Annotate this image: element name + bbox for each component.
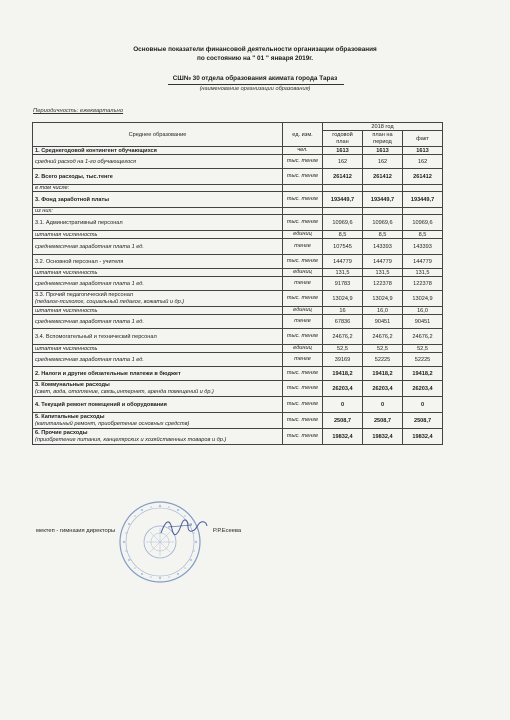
row-label-cell: штатная численность: [33, 345, 283, 353]
row-label-cell: среднемесячная заработная плата 1 ед.: [33, 353, 283, 367]
row-unit: тыс. тенге: [283, 192, 323, 208]
row-value-annual-plan: 162: [323, 155, 363, 169]
table-row: [33, 147, 443, 155]
row-sublabel: (свет, вода, отопление, связь,интернет, аренда помещений и др.): [35, 388, 214, 395]
row-value-annual-plan: [323, 208, 363, 215]
organization-name: СШ№ 30 отдела образования акимата города Тараз: [172, 75, 338, 82]
row-value-period-plan: 10969,6: [363, 215, 403, 231]
row-unit: единиц: [283, 345, 323, 353]
row-unit: единиц: [283, 231, 323, 239]
row-value-fact: 162: [403, 155, 443, 169]
row-value-annual-plan: 2508,7: [323, 413, 363, 429]
row-label-cell: 4. Текущий ремонт помещений и оборудования: [33, 397, 283, 413]
footer-director-title: мектеп - гимназия директоры: [36, 528, 116, 534]
row-value-fact: 131,5: [403, 269, 443, 277]
row-label: 6. Прочие расходы: [35, 429, 88, 436]
row-value-fact: 26203,4: [403, 381, 443, 397]
row-value-period-plan: 19418,2: [363, 367, 403, 381]
row-unit: тыс. тенге: [283, 429, 323, 445]
row-label-cell: 2. Налоги и другие обязательные платежи в бюджет: [33, 367, 283, 381]
periodicity-note: Периодичность: ежеквартально: [33, 108, 124, 114]
row-label-cell: среднемесячная заработная плата 1 ед.: [33, 239, 283, 255]
row-value-annual-plan: 16: [323, 307, 363, 315]
row-label-cell: 3. Фонд заработной платы: [33, 192, 283, 208]
table-row: [33, 413, 443, 429]
row-value-annual-plan: 26203,4: [323, 381, 363, 397]
row-label-cell: 3.2. Основной персонал - учителя: [33, 255, 283, 269]
table-row: [33, 315, 443, 329]
row-label-cell: среднемесячная заработная плата 1 ед.: [33, 315, 283, 329]
row-value-annual-plan: 131,5: [323, 269, 363, 277]
row-label-cell: среднемесячная заработная плата 1 ед.: [33, 277, 283, 291]
row-label-cell: средний расход на 1-го обучающегося: [33, 155, 283, 169]
table-row: [33, 269, 443, 277]
row-label-cell: в том числе:: [33, 185, 283, 192]
row-value-period-plan: 8,5: [363, 231, 403, 239]
row-unit: тыс. тенге: [283, 255, 323, 269]
table-row: [33, 429, 443, 445]
row-value-annual-plan: 67836: [323, 315, 363, 329]
row-label-cell: 3.4. Вспомогательный и технический персонал: [33, 329, 283, 345]
table-row: [33, 255, 443, 269]
row-unit: тыс. тенге: [283, 215, 323, 231]
row-value-fact: 52,5: [403, 345, 443, 353]
table-row: [33, 155, 443, 169]
row-label: 3. Коммунальные расходы: [35, 381, 110, 388]
row-value-fact: 8,5: [403, 231, 443, 239]
row-value-period-plan: 0: [363, 397, 403, 413]
row-unit: чел.: [283, 147, 323, 155]
row-unit: тыс. тенге: [283, 291, 323, 307]
row-value-annual-plan: [323, 185, 363, 192]
header-period-plan-line2: период: [373, 138, 392, 145]
row-sublabel: (капитальный ремонт, приобретение основных средств): [35, 420, 190, 427]
row-value-annual-plan: 10969,6: [323, 215, 363, 231]
row-unit: тенге: [283, 277, 323, 291]
row-value-annual-plan: 0: [323, 397, 363, 413]
header-year: 2018 год: [323, 123, 443, 131]
header-annual-plan-line2: план: [336, 138, 349, 145]
official-stamp: [118, 500, 202, 584]
row-value-period-plan: 2508,7: [363, 413, 403, 429]
row-label-cell: штатная численность: [33, 307, 283, 315]
table-row: [33, 381, 443, 397]
row-value-period-plan: 26203,4: [363, 381, 403, 397]
row-unit: тыс. тенге: [283, 169, 323, 185]
row-value-period-plan: 90451: [363, 315, 403, 329]
table-row: [33, 345, 443, 353]
table-row: [33, 291, 443, 307]
row-value-fact: 52225: [403, 353, 443, 367]
row-value-fact: 90451: [403, 315, 443, 329]
row-value-annual-plan: 39169: [323, 353, 363, 367]
row-value-period-plan: 193449,7: [363, 192, 403, 208]
row-label-cell: штатная численность: [33, 269, 283, 277]
row-value-fact: 0: [403, 397, 443, 413]
row-value-period-plan: 52,5: [363, 345, 403, 353]
row-unit: тыс. тенге: [283, 397, 323, 413]
row-value-period-plan: 144779: [363, 255, 403, 269]
header-section: Среднее образование: [33, 123, 283, 147]
row-value-period-plan: 131,5: [363, 269, 403, 277]
document-title-line1: Основные показатели финансовой деятельности организации образования: [133, 46, 377, 53]
row-value-period-plan: 16,0: [363, 307, 403, 315]
row-value-annual-plan: 52,5: [323, 345, 363, 353]
row-value-period-plan: 24676,2: [363, 329, 403, 345]
row-label-cell: [33, 291, 283, 307]
row-value-fact: 24676,2: [403, 329, 443, 345]
header-annual-plan-line1: годовой: [332, 132, 353, 138]
row-label-cell: [33, 413, 283, 429]
row-value-fact: 10969,6: [403, 215, 443, 231]
table-row: [33, 397, 443, 413]
header-fact: факт: [403, 131, 443, 147]
row-value-fact: 193449,7: [403, 192, 443, 208]
row-value-annual-plan: 13024,9: [323, 291, 363, 307]
table-row: [33, 215, 443, 231]
table-row: [33, 239, 443, 255]
row-unit: тенге: [283, 239, 323, 255]
row-value-period-plan: 13024,9: [363, 291, 403, 307]
row-value-annual-plan: 19418,2: [323, 367, 363, 381]
row-value-fact: 144779: [403, 255, 443, 269]
row-value-annual-plan: 91783: [323, 277, 363, 291]
table-row: [33, 192, 443, 208]
row-label-cell: штатная численность: [33, 231, 283, 239]
table-row: [33, 185, 443, 192]
row-label-cell: [33, 381, 283, 397]
row-value-annual-plan: 261412: [323, 169, 363, 185]
row-label-cell: [33, 429, 283, 445]
row-value-annual-plan: 144779: [323, 255, 363, 269]
header-period-plan: [363, 131, 403, 147]
row-unit: тыс. тенге: [283, 367, 323, 381]
row-unit: [283, 208, 323, 215]
row-unit: [283, 185, 323, 192]
row-value-period-plan: 143393: [363, 239, 403, 255]
row-label: 3.3. Прочий педагогический персонал: [35, 291, 134, 298]
row-value-period-plan: 162: [363, 155, 403, 169]
row-value-fact: 19832,4: [403, 429, 443, 445]
row-unit: тыс. тенге: [283, 413, 323, 429]
row-value-period-plan: 1613: [363, 147, 403, 155]
organization-subtitle: (наименование организации образования): [199, 86, 311, 92]
row-value-fact: 122378: [403, 277, 443, 291]
row-value-annual-plan: 107545: [323, 239, 363, 255]
row-value-period-plan: 261412: [363, 169, 403, 185]
row-value-fact: 1613: [403, 147, 443, 155]
row-value-fact: 143393: [403, 239, 443, 255]
row-value-fact: 16,0: [403, 307, 443, 315]
row-value-annual-plan: 193449,7: [323, 192, 363, 208]
row-value-fact: 2508,7: [403, 413, 443, 429]
row-label-cell: 2. Всего расходы, тыс.тенге: [33, 169, 283, 185]
table-row: [33, 367, 443, 381]
row-sublabel: (приобретение питания, канцелярских и хозяйственных товаров и др.): [35, 436, 227, 443]
header-unit: ед. изм.: [283, 123, 323, 147]
row-value-annual-plan: 1613: [323, 147, 363, 155]
table-row: [33, 169, 443, 185]
row-value-annual-plan: 8,5: [323, 231, 363, 239]
row-unit: единиц: [283, 269, 323, 277]
handwritten-signature: [158, 515, 210, 539]
table-row: [33, 353, 443, 367]
header-period-plan-line1: план на: [372, 132, 393, 138]
row-label-cell: из них:: [33, 208, 283, 215]
header-annual-plan: [323, 131, 363, 147]
row-unit: тенге: [283, 315, 323, 329]
row-label: 5. Капитальные расходы: [35, 413, 105, 420]
row-value-period-plan: 122378: [363, 277, 403, 291]
table-row: [33, 277, 443, 291]
row-value-period-plan: [363, 208, 403, 215]
row-unit: тыс. тенге: [283, 381, 323, 397]
row-value-period-plan: [363, 185, 403, 192]
document-title-line2: по состоянию на " 01 " января 2019г.: [196, 55, 314, 62]
row-value-fact: [403, 208, 443, 215]
table-row: [33, 329, 443, 345]
row-value-annual-plan: 19832,4: [323, 429, 363, 445]
row-unit: тыс. тенге: [283, 329, 323, 345]
row-value-fact: 261412: [403, 169, 443, 185]
row-label-cell: 3.1. Административный персонал: [33, 215, 283, 231]
row-value-period-plan: 19832,4: [363, 429, 403, 445]
row-value-fact: 13024,9: [403, 291, 443, 307]
table-header-row-1: [33, 123, 443, 131]
table-row: [33, 307, 443, 315]
row-sublabel: (педагог-психолог, социальный педагог, вожатый и др.): [35, 298, 185, 305]
row-label-cell: 1. Среднегодовой контингент обучающихся: [33, 147, 283, 155]
table-row: [33, 231, 443, 239]
row-value-period-plan: 52225: [363, 353, 403, 367]
row-unit: тенге: [283, 353, 323, 367]
row-value-fact: [403, 185, 443, 192]
row-unit: тыс. тенге: [283, 155, 323, 169]
row-unit: единиц: [283, 307, 323, 315]
row-value-fact: 19418,2: [403, 367, 443, 381]
row-value-annual-plan: 24676,2: [323, 329, 363, 345]
table-row: [33, 208, 443, 215]
footer-director-name: Р.Р.Есеева: [213, 528, 242, 534]
finance-table: [32, 122, 443, 445]
organization-underline: [168, 84, 344, 85]
